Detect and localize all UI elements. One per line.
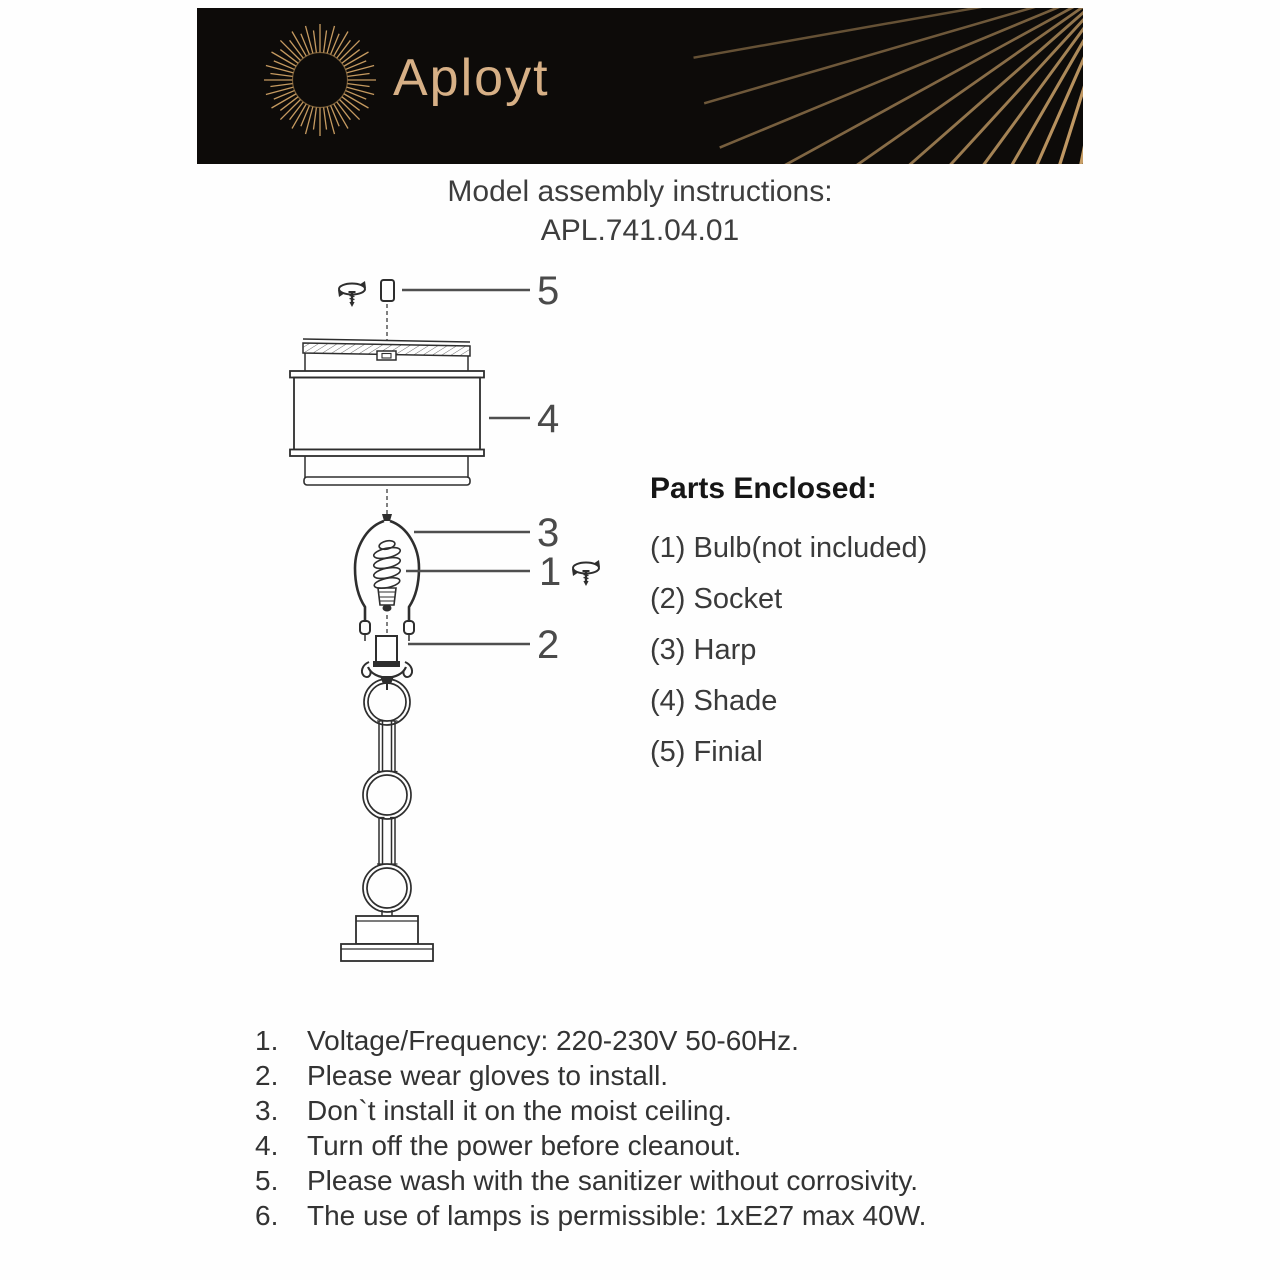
callout-1: 1 — [539, 550, 562, 594]
lamp-body-rings — [363, 679, 411, 917]
brand-header-banner — [197, 8, 1083, 164]
part-item-socket: (2) Socket — [650, 583, 783, 615]
instruction-text: Don`t install it on the moist ceiling. — [307, 1095, 732, 1126]
safety-instructions-list — [255, 1023, 1155, 1233]
finial-part — [381, 280, 394, 301]
instruction-text: Voltage/Frequency: 220-230V 50-60Hz. — [307, 1025, 799, 1056]
instruction-text: Turn off the power before cleanout. — [307, 1130, 742, 1161]
instruction-row — [255, 1128, 1155, 1163]
part-item-finial: (5) Finial — [650, 736, 763, 768]
brand-name: Aployt — [393, 49, 550, 107]
part-item-harp: (3) Harp — [650, 634, 757, 666]
instruction-row — [255, 1058, 1155, 1093]
instruction-row — [255, 1198, 1155, 1233]
callout-3: 3 — [537, 511, 560, 555]
model-number: APL.741.04.01 — [540, 214, 740, 247]
screw-rotate-icon-socket — [572, 560, 600, 586]
instruction-number: 3. — [255, 1095, 279, 1126]
title-line1: Model assembly instructions: — [447, 175, 833, 208]
instruction-number: 2. — [255, 1060, 279, 1091]
instruction-text: Please wash with the sanitizer without corrosivity. — [307, 1165, 919, 1196]
part-item-shade: (4) Shade — [650, 685, 778, 717]
bulb-part — [373, 539, 401, 611]
socket-part — [362, 636, 412, 690]
header-artwork — [197, 8, 1083, 164]
parts-enclosed-list — [650, 472, 927, 778]
instruction-number: 4. — [255, 1130, 279, 1161]
instruction-number: 6. — [255, 1200, 279, 1231]
instruction-text: Please wear gloves to install. — [307, 1060, 669, 1091]
callout-4: 4 — [537, 397, 560, 441]
instruction-number: 5. — [255, 1165, 279, 1196]
instruction-row — [255, 1093, 1155, 1128]
screw-rotate-icon-finial — [338, 281, 366, 307]
lamp-base — [341, 916, 433, 961]
instruction-text: The use of lamps is permissible: 1xE27 max 40W. — [307, 1200, 927, 1231]
instruction-row — [255, 1023, 1155, 1058]
instruction-row — [255, 1163, 1155, 1198]
page-title — [0, 172, 1280, 250]
callout-5: 5 — [537, 269, 560, 313]
shade-part — [290, 339, 484, 485]
callout-2: 2 — [537, 623, 560, 667]
lamp-assembly-diagram — [285, 260, 620, 970]
instruction-number: 1. — [255, 1025, 279, 1056]
part-item-bulb: (1) Bulb(not included) — [650, 532, 928, 564]
parts-heading: Parts Enclosed: — [650, 472, 877, 505]
decorative-rays-icon — [694, 8, 1083, 164]
